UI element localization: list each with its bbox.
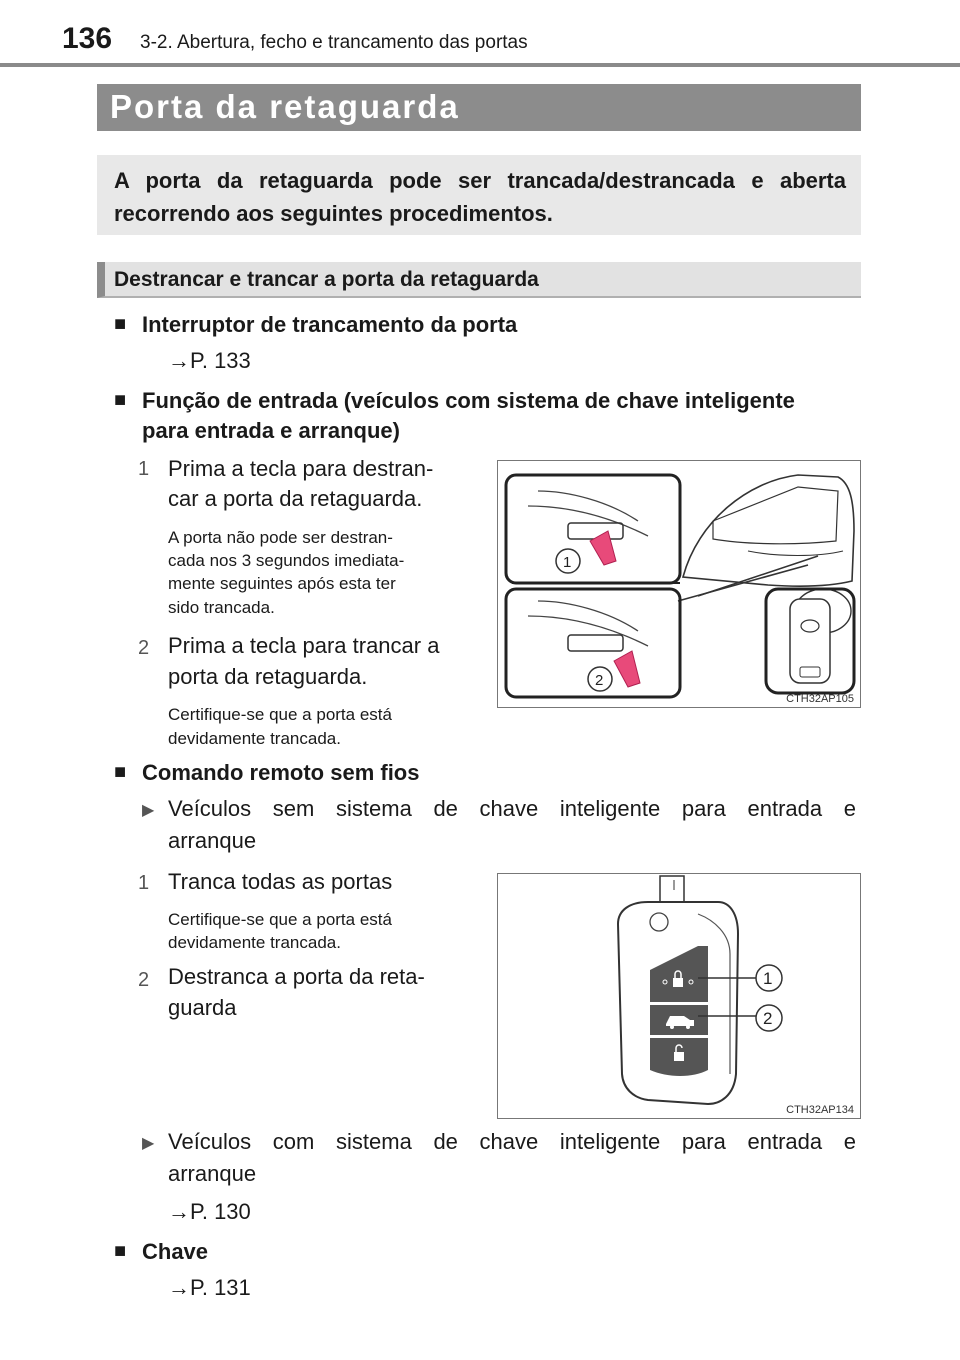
svg-text:1: 1 (763, 969, 773, 988)
page-title: Porta da retaguarda (110, 88, 460, 125)
header-rule (0, 63, 960, 67)
figure-key-fob (497, 873, 861, 1119)
heading-chave: Chave (142, 1239, 209, 1264)
square-bullet: ■ (114, 1240, 127, 1262)
heading-interruptor: Interruptor de trancamento da porta (142, 312, 518, 337)
comando-note1-l1: Certifique-se que a porta está (168, 910, 392, 929)
tailgate-illustration (498, 461, 860, 707)
subsection-title: Destrancar e trancar a porta da retaguarda (114, 268, 539, 291)
sub1-l2: arranque (168, 828, 257, 853)
comando-note1-l2: devidamente trancada. (168, 933, 341, 952)
svg-text:2: 2 (595, 672, 604, 689)
heading-funcao-l2: para entrada e arranque) (142, 418, 400, 443)
ref-link-133[interactable]: →P. 133 (168, 348, 251, 373)
section-title: 3-2. Abertura, fecho e trancamento das portas (140, 32, 528, 53)
square-bullet: ■ (114, 761, 127, 783)
note2-l1: Certifique-se que a porta está (168, 705, 392, 724)
step1-l2: car a porta da retaguarda. (168, 486, 423, 511)
intro-text: A porta da retaguarda pode ser trancada/destrancada e aberta recorrendo aos seguintes procedimentos. (114, 168, 846, 226)
step-number-2: 2 (138, 969, 150, 991)
note2-l2: devidamente trancada. (168, 729, 341, 748)
step-number-2: 2 (138, 637, 150, 659)
step1-l1: Prima a tecla para destran- (168, 456, 434, 481)
figure-code: CTH32AP105 (786, 693, 854, 705)
square-bullet: ■ (114, 313, 127, 335)
heading-comando: Comando remoto sem fios (142, 760, 420, 785)
heading-funcao-l1: Função de entrada (veículos com sistema de chave inteligente (142, 388, 795, 413)
arrow-bullet: ▶ (142, 1135, 155, 1152)
comando-step2-l2: guarda (168, 995, 237, 1020)
step2-l1: Prima a tecla para trancar a (168, 633, 440, 658)
svg-text:1: 1 (563, 554, 572, 571)
note1-l1: A porta não pode ser destran- (168, 528, 393, 547)
svg-text:2: 2 (763, 1009, 773, 1028)
step2-l2: porta da retaguarda. (168, 664, 368, 689)
page-number: 136 (62, 22, 113, 55)
arrow-bullet: ▶ (142, 802, 155, 819)
note1-l4: sido trancada. (168, 598, 275, 617)
comando-step1: Tranca todas as portas (168, 869, 393, 894)
step-number-1: 1 (138, 458, 150, 480)
sub2-l2: arranque (168, 1161, 257, 1186)
sub1-l1: Veículos sem sistema de chave inteligente para entrada e (168, 796, 856, 821)
figure-tailgate-switch (497, 460, 861, 708)
figure-code: CTH32AP134 (786, 1104, 854, 1116)
note1-l2: cada nos 3 segundos imediata- (168, 551, 405, 570)
ref-link-130[interactable]: →P. 130 (168, 1199, 251, 1224)
square-bullet: ■ (114, 389, 127, 411)
key-fob-illustration (498, 874, 860, 1118)
sub2-l1: Veículos com sistema de chave inteligente para entrada e (168, 1129, 856, 1154)
ref-link-131[interactable]: →P. 131 (168, 1275, 251, 1300)
comando-step2-l1: Destranca a porta da reta- (168, 964, 425, 989)
note1-l3: mente seguintes após esta ter (168, 574, 396, 593)
step-number-1: 1 (138, 872, 150, 894)
